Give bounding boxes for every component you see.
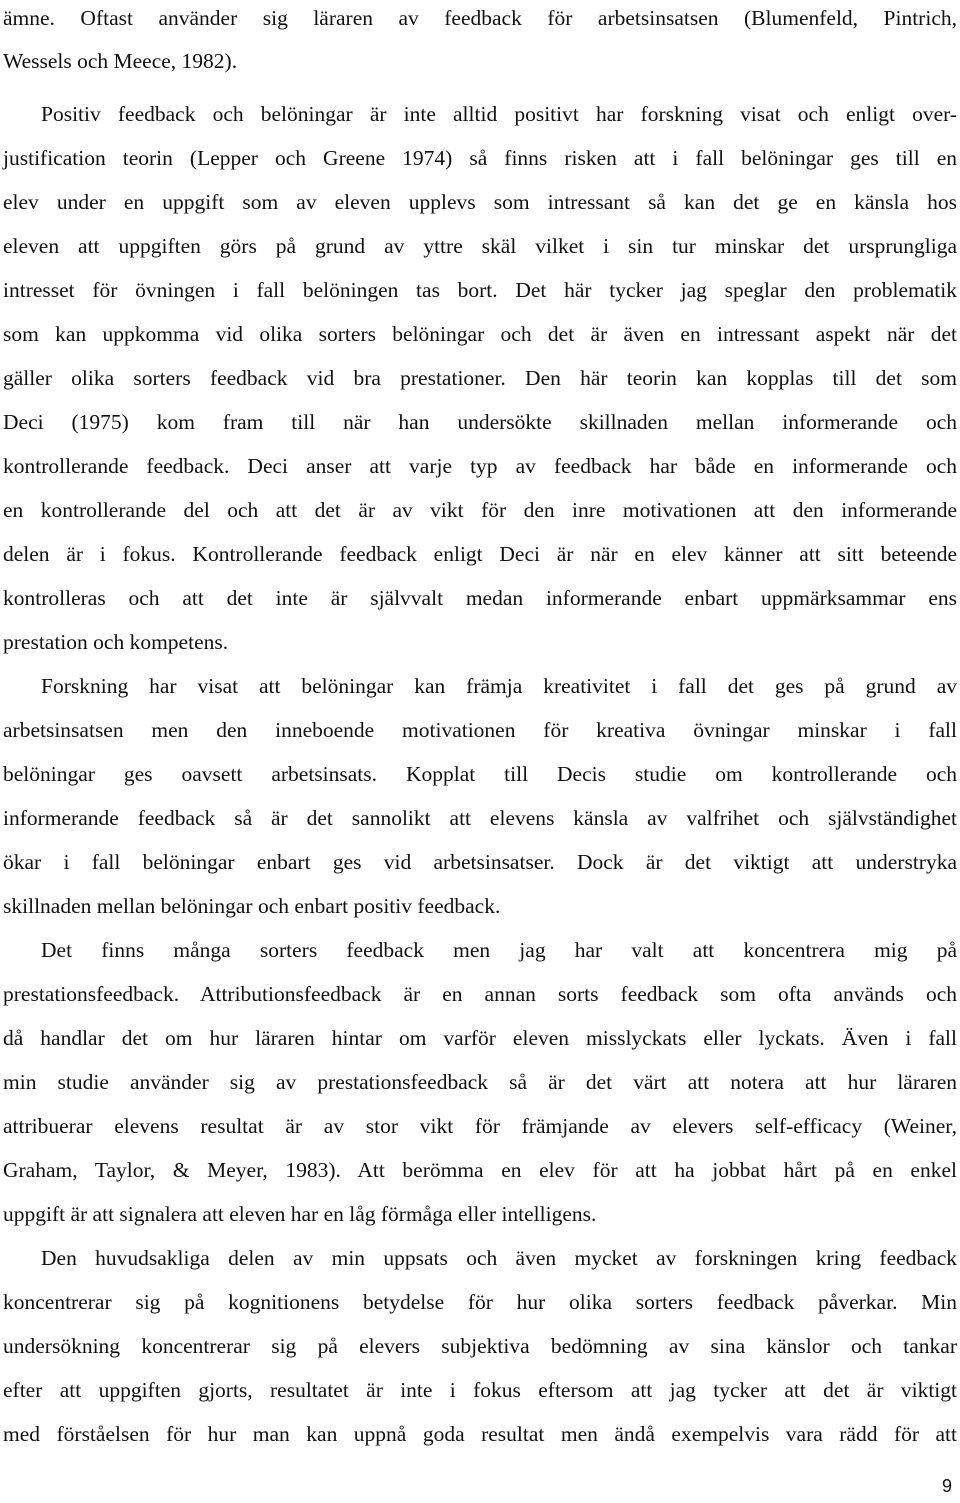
text-line: uppgift är att signalera att eleven har en låg förmåga eller intelligens.	[3, 1202, 597, 1226]
text-line: skillnaden mellan belöningar och enbart positiv feedback.	[3, 894, 501, 918]
text-line: prestationsfeedback. Attributionsfeedback är en annan sorts feedback som ofta används och	[3, 982, 957, 1006]
text-line: med förståelsen för hur man kan uppnå goda resultat men ändå exempelvis vara rädd för att	[3, 1422, 957, 1446]
text-line: Det finns många sorters feedback men jag har valt att koncentrera mig på	[41, 938, 957, 962]
text-line: intresset för övningen i fall belöningen tas bort. Det här tycker jag speglar den problematik	[3, 278, 957, 302]
page-number: 9	[941, 1476, 952, 1496]
text-line: då handlar det om hur läraren hintar om varför eleven misslyckats eller lyckats. Även i fall	[3, 1026, 957, 1050]
text-line: Forskning har visat att belöningar kan främja kreativitet i fall det ges på grund av	[41, 674, 957, 698]
text-line: prestation och kompetens.	[3, 630, 229, 654]
text-line: Deci (1975) kom fram till när han undersökte skillnaden mellan informerande och	[3, 410, 957, 434]
text-line: ökar i fall belöningar enbart ges vid arbetsinsatser. Dock är det viktigt att understryka	[3, 850, 957, 874]
document-page	[3, 0, 957, 1503]
text-line: informerande feedback så är det sannolikt att elevens känsla av valfrihet och självständighet	[3, 806, 957, 830]
text-line: en kontrollerande del och att det är av vikt för den inre motivationen att den informerande	[3, 498, 957, 522]
text-line: Graham, Taylor, & Meyer, 1983). Att berömma en elev för att ha jobbat hårt på en enkel	[3, 1158, 957, 1182]
text-line: justification teorin (Lepper och Greene 1974) så finns risken att i fall belöningar ges till en	[3, 146, 957, 170]
text-line: eleven att uppgiften görs på grund av yttre skäl vilket i sin tur minskar det ursprungliga	[3, 234, 957, 258]
text-line: ämne. Oftast använder sig läraren av feedback för arbetsinsatsen (Blumenfeld, Pintrich,	[3, 6, 957, 30]
text-line: undersökning koncentrerar sig på elevers subjektiva bedömning av sina känslor och tankar	[3, 1334, 957, 1358]
text-line: kontrolleras och att det inte är självvalt medan informerande enbart uppmärksammar ens	[3, 586, 957, 610]
text-line: Positiv feedback och belöningar är inte alltid positivt har forskning visat och enligt over-	[41, 102, 957, 126]
text-line: arbetsinsatsen men den inneboende motivationen för kreativa övningar minskar i fall	[3, 718, 957, 742]
text-line: Den huvudsakliga delen av min uppsats och även mycket av forskningen kring feedback	[41, 1246, 957, 1270]
text-line: efter att uppgiften gjorts, resultatet är inte i fokus eftersom att jag tycker att det är viktigt	[3, 1378, 957, 1402]
text-line: kontrollerande feedback. Deci anser att varje typ av feedback har både en informerande och	[3, 454, 957, 478]
text-line: attribuerar elevens resultat är av stor vikt för främjande av elevers self-efficacy (Weiner,	[3, 1114, 957, 1138]
text-line: koncentrerar sig på kognitionens betydelse för hur olika sorters feedback påverkar. Min	[3, 1290, 957, 1314]
text-line: gäller olika sorters feedback vid bra prestationer. Den här teorin kan kopplas till det som	[3, 366, 957, 390]
text-line: Wessels och Meece, 1982).	[3, 49, 238, 73]
text-line: delen är i fokus. Kontrollerande feedback enligt Deci är när en elev känner att sitt beteende	[3, 542, 957, 566]
text-line: belöningar ges oavsett arbetsinsats. Kopplat till Decis studie om kontrollerande och	[3, 762, 957, 786]
text-line: elev under en uppgift som av eleven upplevs som intressant så kan det ge en känsla hos	[3, 190, 957, 214]
text-line: min studie använder sig av prestationsfeedback så är det värt att notera att hur läraren	[3, 1070, 957, 1094]
text-line: som kan uppkomma vid olika sorters belöningar och det är även en intressant aspekt när det	[3, 322, 957, 346]
